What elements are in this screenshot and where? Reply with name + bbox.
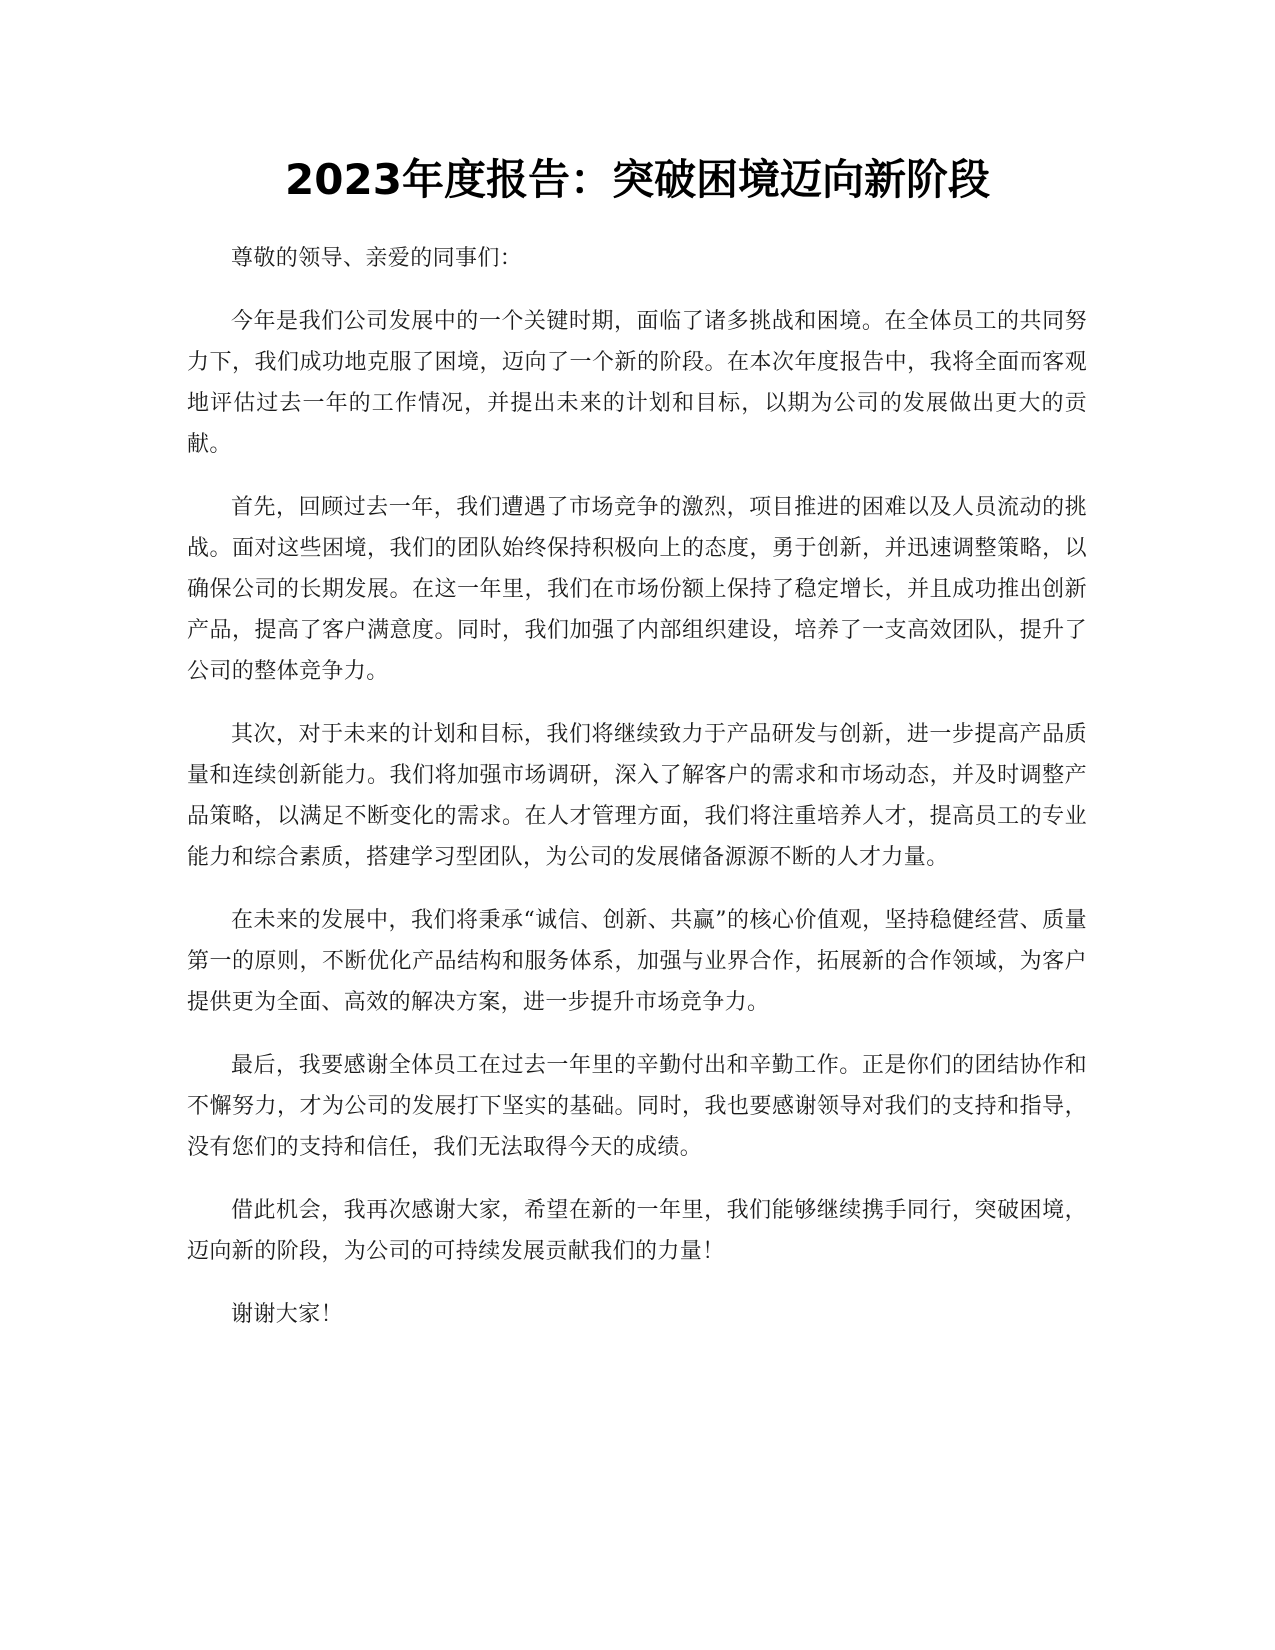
- greeting-paragraph: 尊敬的领导、亲爱的同事们：: [231, 246, 523, 271]
- plans-paragraph: 其次，对于未来的计划和目标，我们将继续致力于产品研发与创新，进一步提高产品质量和连续创新能力。我们将加强市场调研，深入了解客户的需求和市场动态，并及时调整产品策略，以满足不断变化的需求。在人才管理方面，我们将注重培养人才，提高员工的专业能力和综合素质，搭建学习型团队，为公司的发展储备源源不断的人才力量。: [187, 722, 1087, 870]
- signoff-paragraph: 谢谢大家！: [231, 1302, 344, 1327]
- review-paragraph: 首先，回顾过去一年，我们遭遇了市场竞争的激烈，项目推进的困难以及人员流动的挑战。面对这些困境，我们的团队始终保持积极向上的态度，勇于创新，并迅速调整策略，以确保公司的长期发展。在这一年里，我们在市场份额上保持了稳定增长，并且成功推出创新产品，提高了客户满意度。同时，我们加强了内部组织建设，培养了一支高效团队，提升了公司的整体竞争力。: [187, 495, 1087, 684]
- closing-paragraph: 借此机会，我再次感谢大家，希望在新的一年里，我们能够继续携手同行，突破困境，迈向新的阶段，为公司的可持续发展贡献我们的力量！: [187, 1198, 1087, 1264]
- thanks-paragraph: 最后，我要感谢全体员工在过去一年里的辛勤付出和辛勤工作。正是你们的团结协作和不懈努力，才为公司的发展打下坚实的基础。同时，我也要感谢领导对我们的支持和指导，没有您们的支持和信任，我们无法取得今天的成绩。: [187, 1053, 1087, 1160]
- document-title: 2023年度报告：突破困境迈向新阶段: [285, 155, 990, 204]
- values-paragraph: 在未来的发展中，我们将秉承“诚信、创新、共赢”的核心价值观，坚持稳健经营、质量第一的原则，不断优化产品结构和服务体系，加强与业界合作，拓展新的合作领域，为客户提供更为全面、高效的解决方案，进一步提升市场竞争力。: [187, 908, 1087, 1015]
- intro-paragraph: 今年是我们公司发展中的一个关键时期，面临了诸多挑战和困境。在全体员工的共同努力下，我们成功地克服了困境，迈向了一个新的阶段。在本次年度报告中，我将全面而客观地评估过去一年的工作情况，并提出未来的计划和目标，以期为公司的发展做出更大的贡献。: [187, 309, 1087, 457]
- document-body: [187, 238, 1087, 1357]
